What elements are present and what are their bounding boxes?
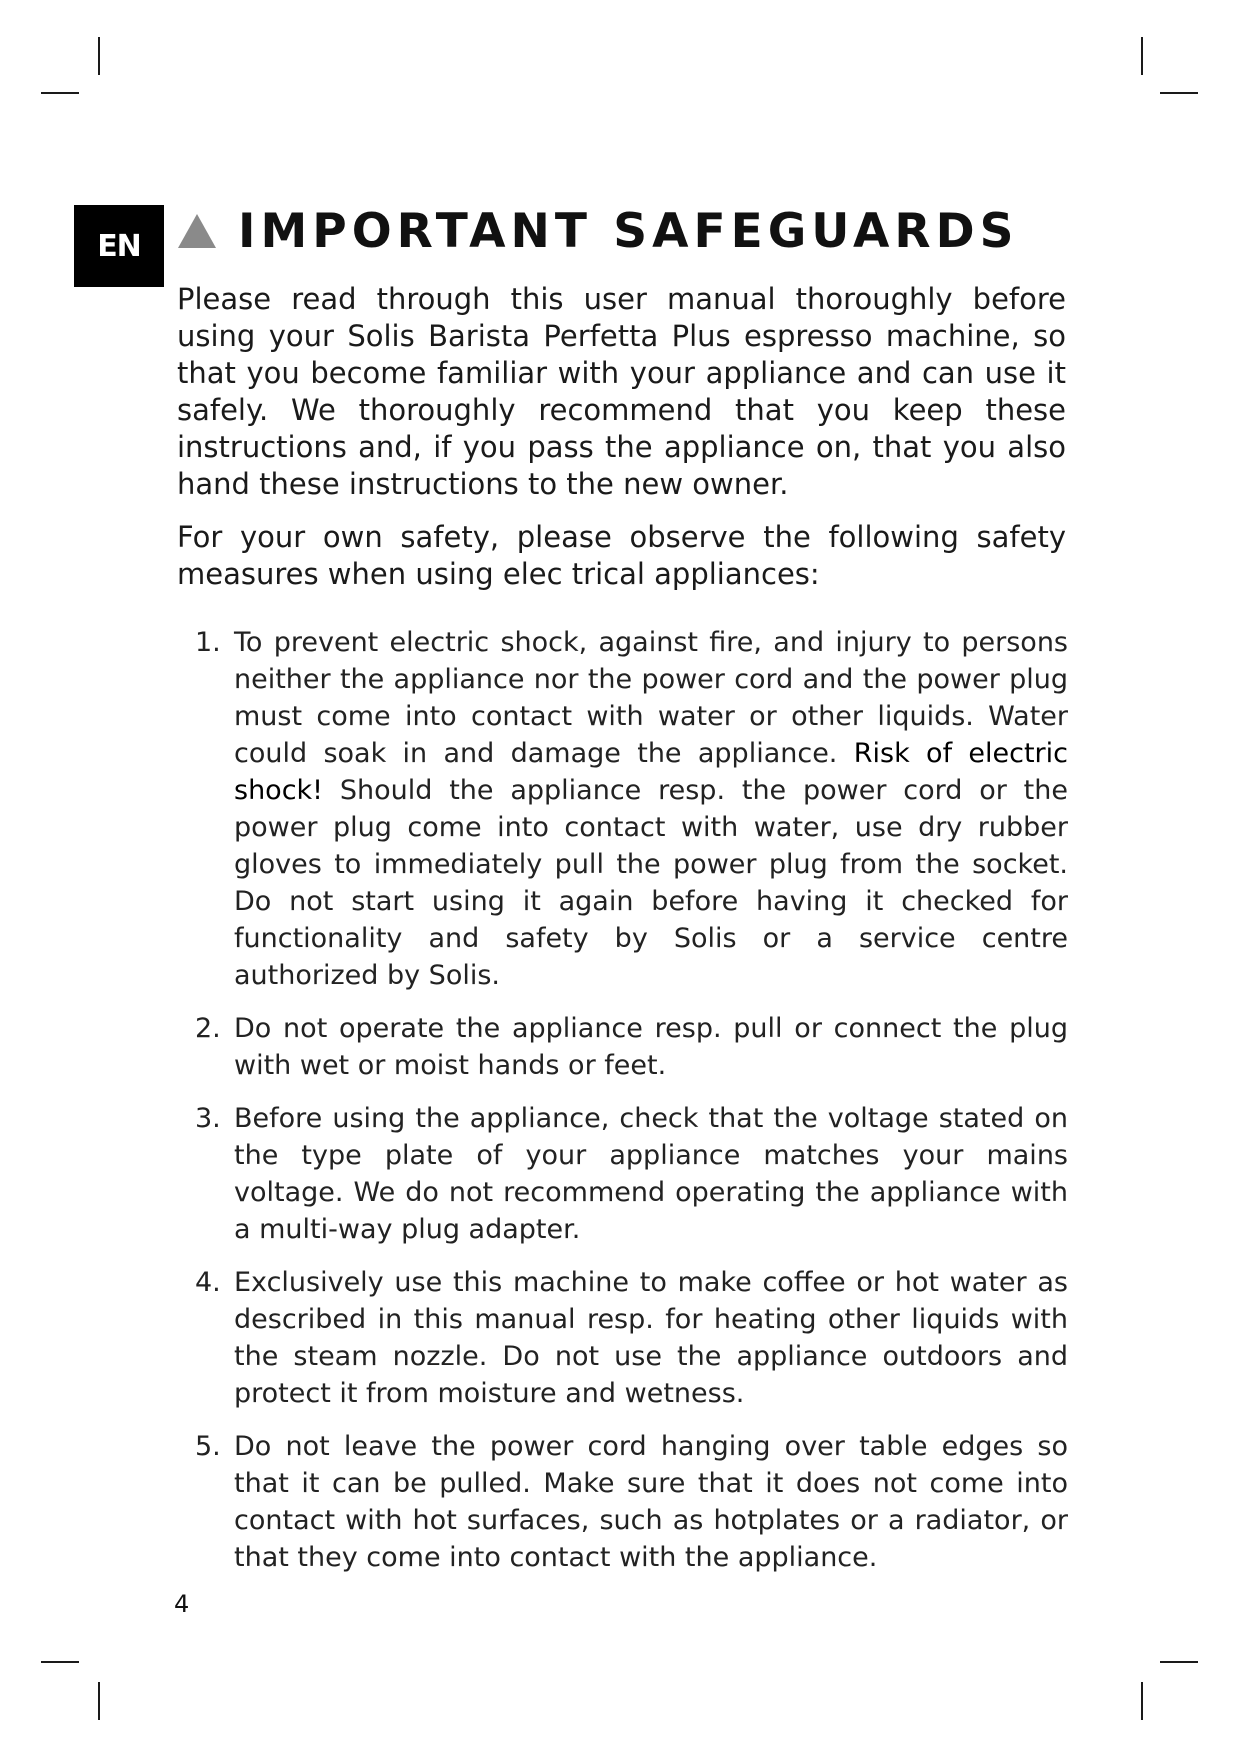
page-title: IMPORTANT SAFEGUARDS	[238, 203, 1019, 259]
rule-text-before: To prevent electric shock, against fire, and injury to persons neither the appliance nor the power cord and the power plug must come into contact with water or other liquids. Water could soak in and damage the appliance.	[234, 627, 1068, 769]
section-header	[176, 198, 1076, 264]
crop-mark-bottom-left-horizontal	[41, 1661, 79, 1663]
safety-rule-1	[195, 624, 1068, 994]
safety-rule-4	[195, 1264, 1068, 1412]
crop-mark-top-left-vertical	[98, 37, 100, 75]
crop-mark-top-left-horizontal	[41, 92, 79, 94]
warning-triangle-icon	[176, 210, 218, 252]
rule-number: 4.	[195, 1267, 221, 1298]
language-tab: EN	[74, 205, 164, 287]
crop-mark-top-right-horizontal	[1160, 92, 1198, 94]
safety-rule-5	[195, 1428, 1068, 1576]
crop-mark-bottom-left-vertical	[98, 1682, 100, 1720]
rule-number: 5.	[195, 1431, 221, 1462]
safety-rule-3	[195, 1100, 1068, 1248]
rule-text: Exclusively use this machine to make coffee or hot water as described in this manual resp. for heating other liquids with the steam nozzle. Do not use the appliance outdoors and protect it from moisture and wetness.	[234, 1267, 1068, 1409]
rule-emphasis: Risk of electric shock!	[234, 738, 1069, 806]
rule-text: Before using the appliance, check that the voltage stated on the type plate of your appliance matches your mains voltage. We do not recommend operating the appliance with a multi-way plug adapter.	[234, 1103, 1068, 1245]
page-number: 4	[174, 1590, 190, 1618]
rule-number: 2.	[195, 1013, 221, 1044]
intro-paragraph-1	[177, 281, 1066, 503]
intro-paragraph-2	[177, 519, 1066, 593]
intro-paragraph-1-text: Please read through this user manual thoroughly before using your Solis Barista Perfetta Plus espresso machine, so that you become familiar with your appliance and can use it safely. We thoroughly recommend that you keep these instructions and, if you pass the appliance on, that you also hand these instructions to the new owner.	[177, 282, 1066, 501]
crop-mark-bottom-right-vertical	[1141, 1682, 1143, 1720]
rule-number: 3.	[195, 1103, 221, 1134]
safety-rule-2	[195, 1010, 1068, 1084]
crop-mark-bottom-right-horizontal	[1160, 1661, 1198, 1663]
rule-text-after: Should the appliance resp. the power cord or the power plug come into contact with water, use dry rubber gloves to immediately pull the power plug from the socket. Do not start using it again before having it checked for functionality and safety by Solis or a service centre authorized by Solis.	[234, 775, 1068, 991]
rule-number: 1.	[195, 627, 221, 658]
intro-paragraph-2-text: For your own safety, please observe the following safety measures when using elec trical appliances:	[177, 520, 1066, 591]
rule-text: Do not leave the power cord hanging over table edges so that it can be pulled. Make sure that it does not come into contact with hot surfaces, such as hotplates or a radiator, or that they come into contact with the appliance.	[234, 1431, 1068, 1573]
safety-rules-list	[195, 624, 1068, 1592]
rule-text: Do not operate the appliance resp. pull or connect the plug with wet or moist hands or feet.	[234, 1013, 1068, 1081]
crop-mark-top-right-vertical	[1141, 37, 1143, 75]
